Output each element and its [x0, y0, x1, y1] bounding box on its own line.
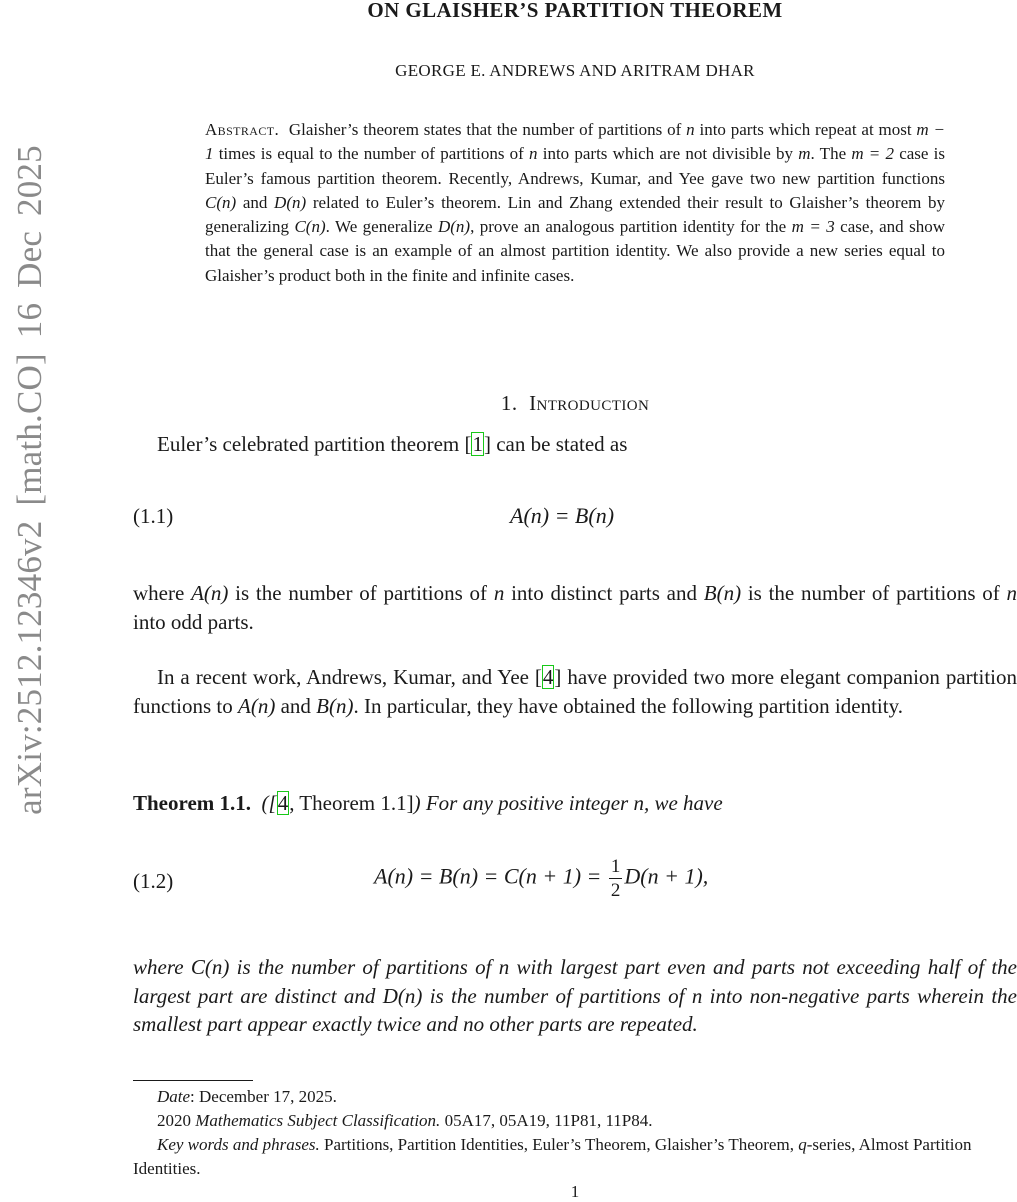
intro-paragraph-2: where A(n) is the number of partitions of n into distinct parts and B(n) is the number of partitions of n into odd parts.	[133, 581, 1017, 634]
abstract: Abstract. Glaisher’s theorem states that the number of partitions of n into parts which repeat at most m − 1 times is equal to the number of partitions of n into parts which are not divisible by m. The m = 2 case is Euler’s famous partition theorem. Recently, Andrews, Kumar, and Yee gave two new partition functions C(n) and D(n) related to Euler’s theorem. Lin and Zhang extended their result to Glaisher’s theorem by generalizing C(n). We generalize D(n), prove an analogous partition identity for the m = 3 case, and show that the general case is an example of an almost partition identity. We also provide a new series equal to Glaisher’s product both in the finite and infinite cases.	[205, 120, 946, 285]
page-number: 1	[570, 1182, 580, 1201]
citation-link-1[interactable]: 1	[472, 432, 483, 456]
abstract-label: Abstract.	[205, 120, 280, 139]
footnote-msc: 2020 Mathematics Subject Classification. 05A17, 05A19, 11P81, 11P84.	[157, 1111, 653, 1130]
equation-1-2: A(n) = B(n) = C(n + 1) = $\frac{1}{2}$ D(n + 1),	[374, 856, 709, 901]
equation-number-1-1: (1.1)	[133, 504, 174, 528]
footnotes	[133, 1085, 1017, 1181]
theorem-1-1-body: where C(n) is the number of partitions of n with largest part even and parts not exceeding half of the largest part are distinct and D(n) is the number of partitions of n into non-negative parts wherein the smallest part appear exactly twice and no other parts are repeated.	[133, 955, 1017, 1036]
footnote-rule	[133, 1080, 253, 1081]
paper-title: ON GLAISHER’S PARTITION THEOREM	[367, 0, 783, 22]
citation-link-4-theorem[interactable]: 4	[277, 791, 289, 815]
theorem-1-1-heading: Theorem 1.1. ([4, Theorem 1.1]) For any positive integer n, we have	[133, 791, 723, 815]
theorem-label: Theorem 1.1.	[133, 791, 252, 815]
section-heading-introduction: 1. Introduction	[500, 391, 650, 415]
arxiv-identifier: arXiv:2512.12346v2 [math.CO] 16 Dec 2025	[10, 145, 49, 815]
paper-authors: GEORGE E. ANDREWS AND ARITRAM DHAR	[395, 61, 755, 80]
intro-paragraph-3: In a recent work, Andrews, Kumar, and Yee [4] have provided two more elegant companion partition functions to A(n) and B(n). In particular, they have obtained the following partition identity.	[133, 665, 1017, 718]
citation-link-4[interactable]: 4	[542, 665, 554, 689]
footnote-keywords: Key words and phrases. Partitions, Partition Identities, Euler’s Theorem, Glaisher’s Theorem, q-series, Almost Partition Identities.	[133, 1135, 972, 1178]
equation-1-1: A(n) = B(n)	[510, 503, 615, 528]
intro-paragraph-1: Euler’s celebrated partition theorem [1] can be stated as	[157, 432, 628, 456]
footnote-date: Date: December 17, 2025.	[157, 1087, 337, 1106]
arxiv-sidebar-stamp	[8, 0, 52, 960]
fraction-one-half: $\frac{1}{2}$	[610, 856, 621, 901]
equation-number-1-2: (1.2)	[133, 869, 174, 893]
